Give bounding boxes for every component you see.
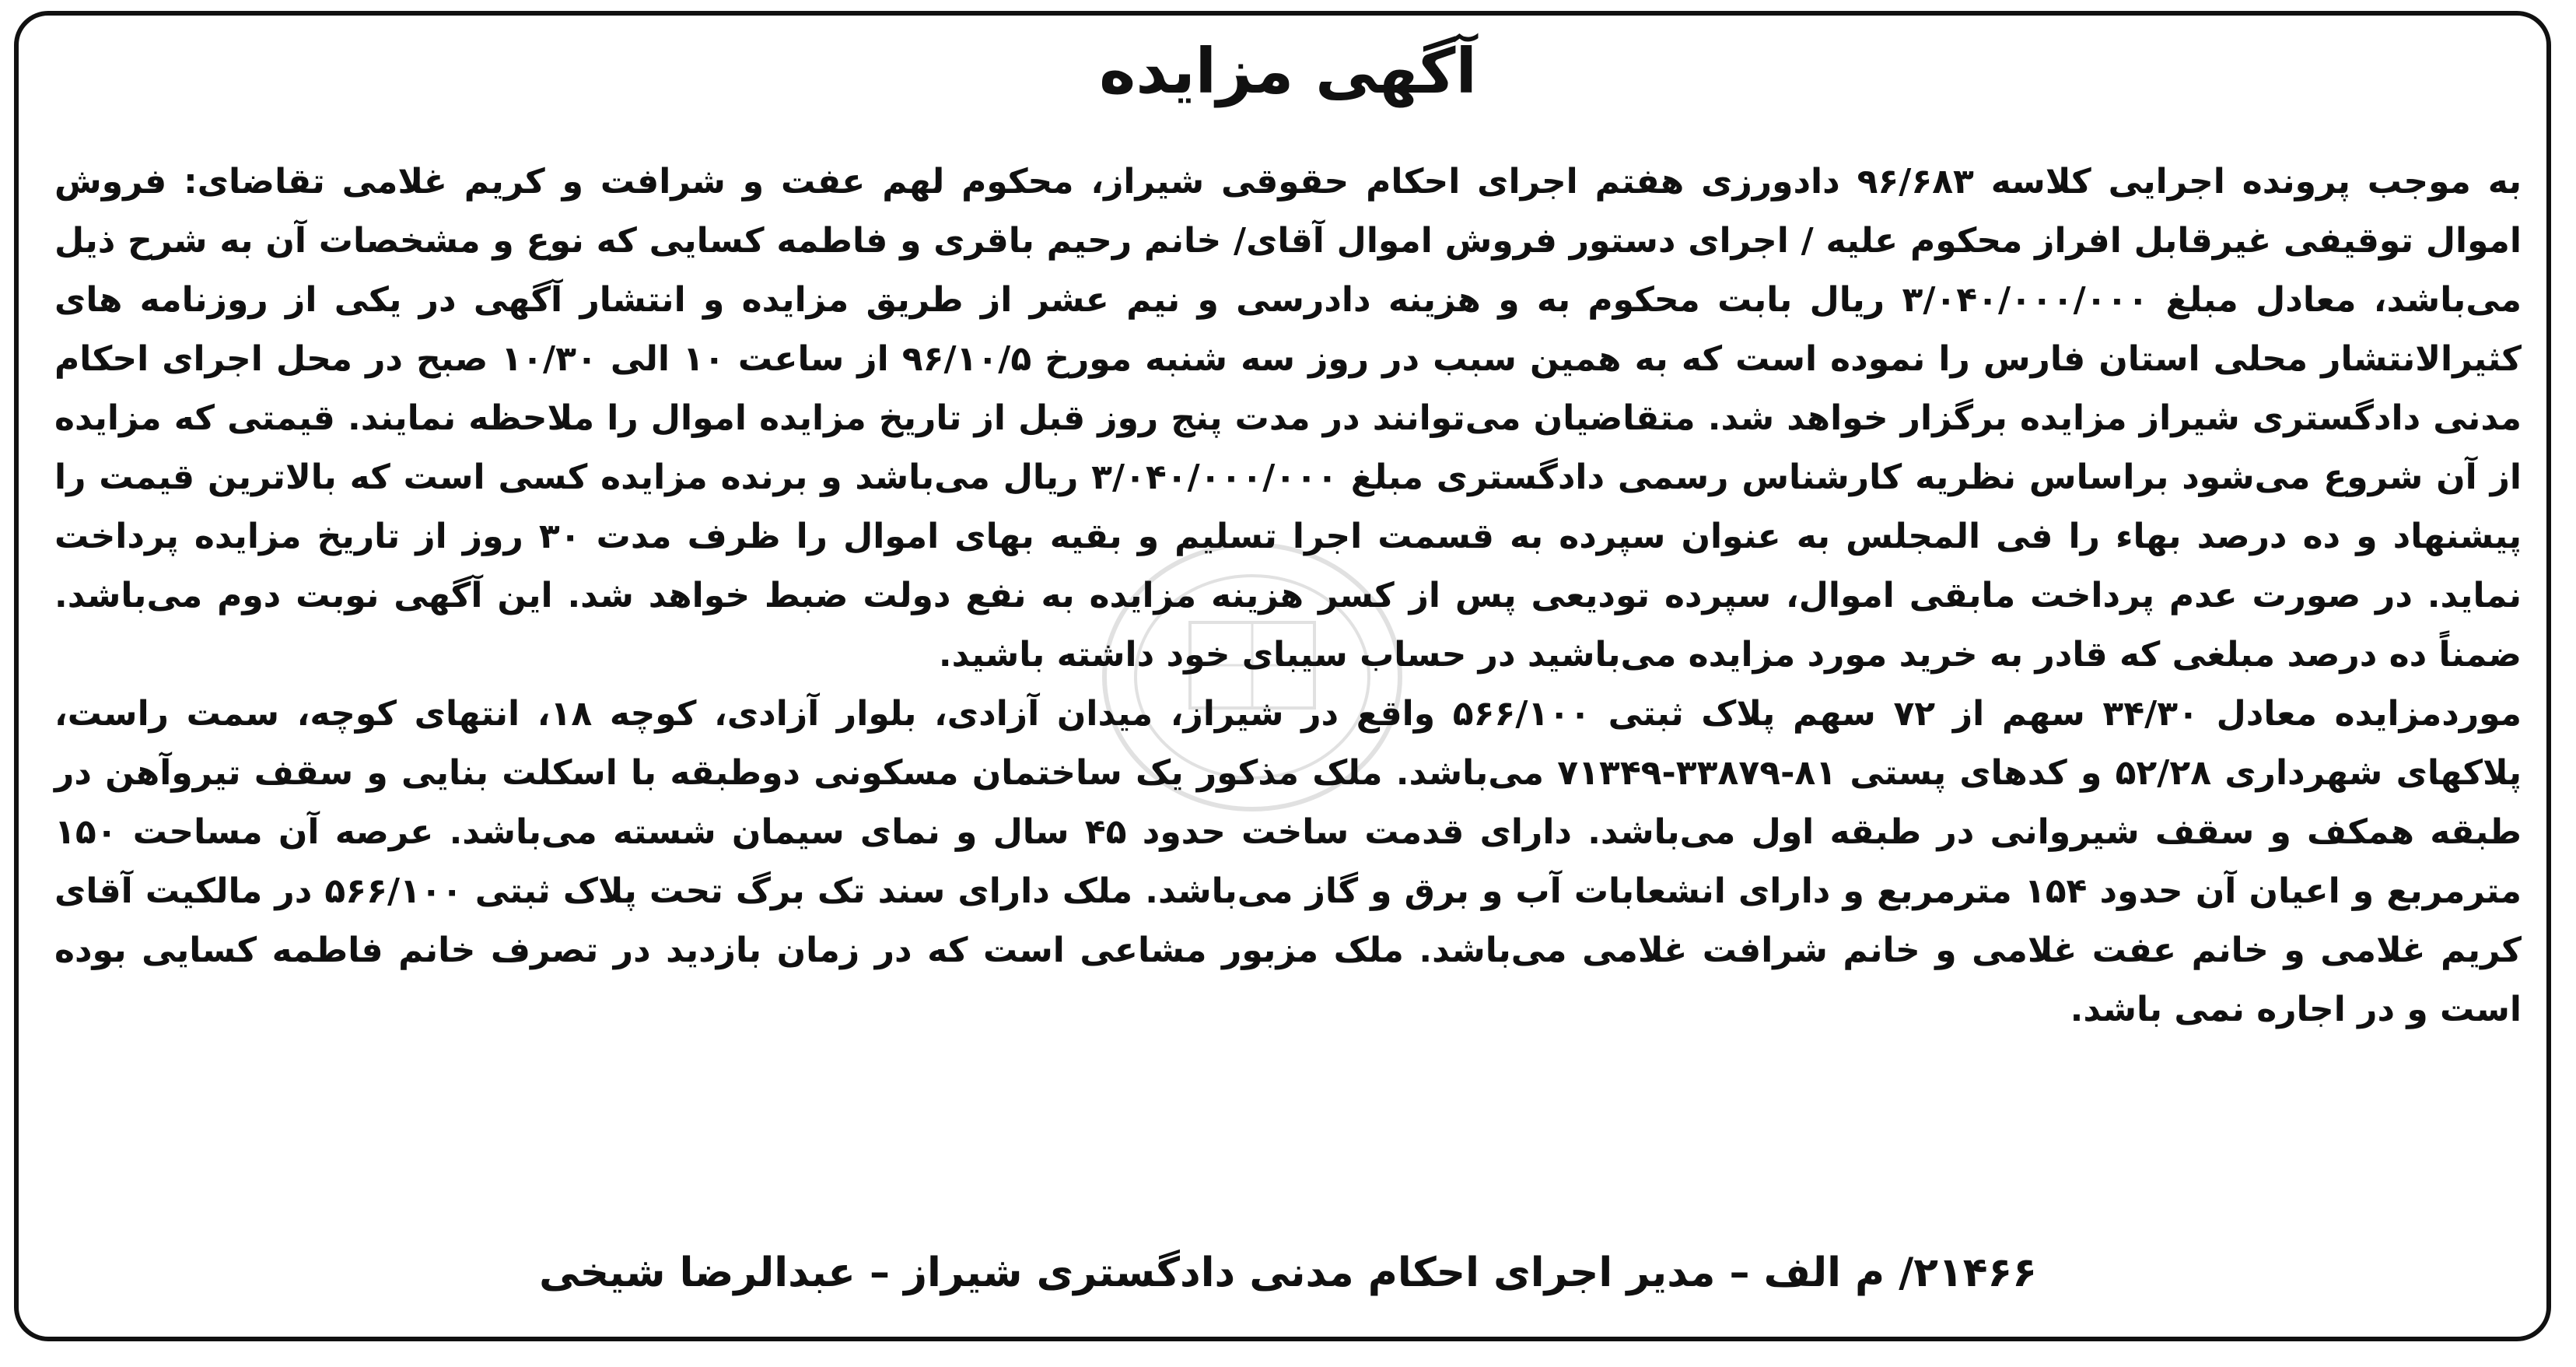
notice-signature: ۲۱۴۶۶/ م الف – مدیر اجرای احکام مدنی دادگستری شیراز – عبدالرضا شیخی <box>539 1250 2037 1296</box>
notice-paragraph-auction-terms: به موجب پرونده اجرایی کلاسه ۹۶/۶۸۳ دادورزی هفتم اجرای احکام حقوقی شیراز، محکوم لهم عفت و شرافت و کریم غلامی تقاضای: فروش اموال توقیفی غیرقابل افراز محکوم علیه / اجرای دستور فروش اموال آقای/ خانم رحیم باقری و فاطمه کسایی که نوع و مشخصات آن به شرح ذیل می‌باشد، معادل مبلغ ۳/۰۴۰/۰۰۰/۰۰۰ ریال بابت محکوم به و هزینه دادرسی و نیم عشر از طریق مزایده و انتشار آگهی در یکی از روزنامه های کثیرالانتشار محلی استان فارس را نموده است که به همین سبب در روز سه شنبه مورخ ۹۶/۱۰/۵ از ساعت ۱۰ الی ۱۰/۳۰ صبح در محل اجرای احکام مدنی دادگستری شیراز مزایده برگزار خواهد شد. متقاضیان می‌توانند در مدت پنج روز قبل از تاریخ مزایده اموال را ملاحظه نمایند. قیمتی که مزایده از آن شروع می‌شود براساس نظریه کارشناس رسمی دادگستری مبلغ ۳/۰۴۰/۰۰۰/۰۰۰ ریال می‌باشد و برنده مزایده کسی است که بالاترین قیمت را پیشنهاد و ده درصد بهاء را فی المجلس به عنوان سپرده به قسمت اجرا تسلیم و بقیه بهای اموال را ظرف مدت ۳۰ روز از تاریخ مزایده پرداخت نماید. در صورت عدم پرداخت مابقی اموال، سپرده تودیعی پس از کسر هزینه مزایده به نفع دولت ضبط خواهد شد. این آگهی نوبت دوم می‌باشد. ضمناً ده درصد مبلغی که قادر به خرید مورد مزایده می‌باشید در حساب سیبای خود داشته باشید. <box>54 162 2522 675</box>
notice-title: آگهی مزایده <box>1099 35 1477 107</box>
notice-paragraph-property-description: موردمزایده معادل ۳۴/۳۰ سهم از ۷۲ سهم پلاک ثبتی ۵۶۶/۱۰۰ واقع در شیراز، میدان آزادی، بلوار آزادی، کوچه ۱۸، انتهای کوچه، سمت راست، پلاکهای شهرداری ۵۲/۲۸ و کدهای پستی ۸۱-۳۳۸۷۹-۷۱۳۴۹ می‌باشد. ملک مذکور یک ساختمان مسکونی دوطبقه با اسکلت بنایی و سقف تیروآهن در طبقه همکف و سقف شیروانی در طبقه اول می‌باشد. دارای قدمت ساخت حدود ۴۵ سال و نمای سیمان شسته می‌باشد. عرصه آن مساحت ۱۵۰ مترمربع و اعیان آن حدود ۱۵۴ مترمربع و دارای انشعابات آب و برق و گاز می‌باشد. ملک دارای سند تک برگ تحت پلاک ثبتی ۵۶۶/۱۰۰ در مالکیت آقای کریم غلامی و خانم عفت غلامی و خانم شرافت غلامی می‌باشد. ملک مزبور مشاعی است که در زمان بازدید در تصرف خانم فاطمه کسایی بوده است و در اجاره نمی باشد. <box>54 694 2522 1029</box>
notice-body <box>54 152 2522 1039</box>
